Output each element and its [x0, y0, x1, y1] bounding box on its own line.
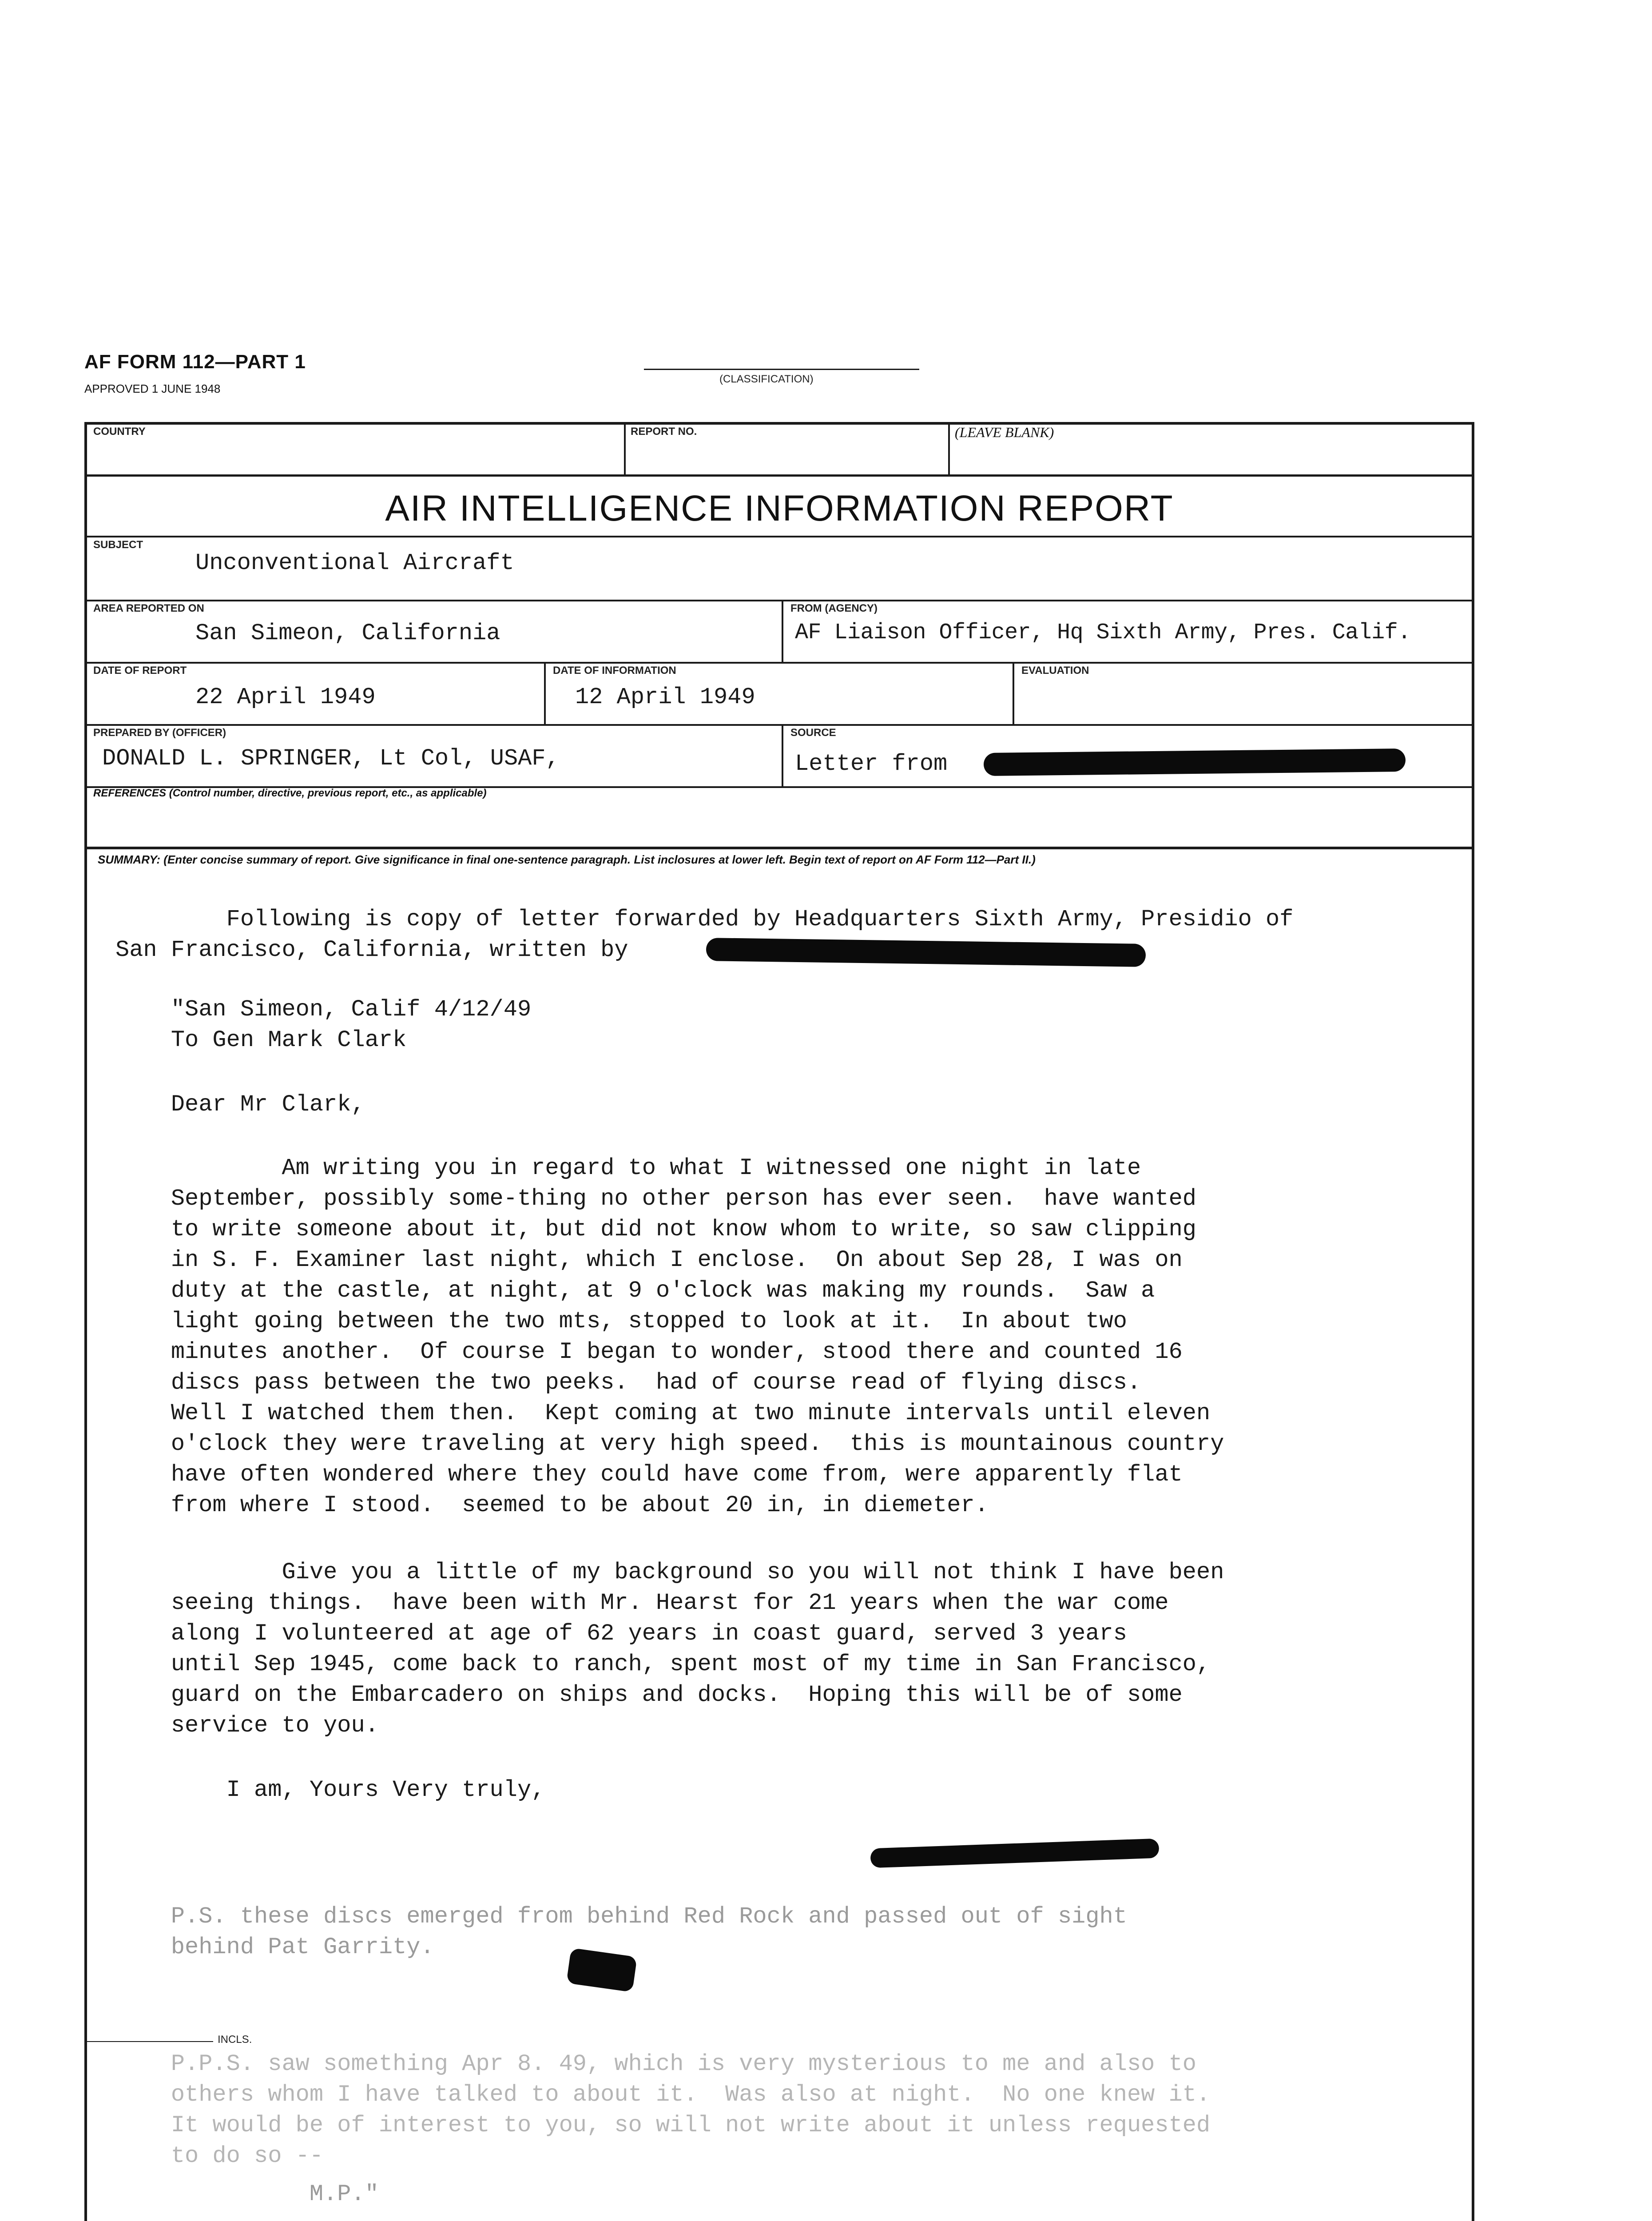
paragraph-line: in S. F. Examiner last night, which I enclose. On about Sep 28, I was on: [115, 1247, 1183, 1273]
paragraph-line: along I volunteered at age of 62 years in coast guard, served 3 years: [115, 1620, 1127, 1647]
from-label-text: FROM (AGENCY): [790, 602, 878, 614]
evaluation-label: EVALUATION: [1021, 665, 1089, 677]
classification-top-line: [644, 369, 919, 370]
paragraph-line: until Sep 1945, come back to ranch, spent most of my time in San Francisco,: [115, 1651, 1211, 1677]
paragraph-line: o'clock they were traveling at very high speed. this is mountainous country: [115, 1431, 1224, 1457]
divider: [948, 422, 950, 475]
paragraph-line: September, possibly some-thing no other person has ever seen. have wanted: [115, 1186, 1196, 1212]
report-title: AIR INTELLIGENCE INFORMATION REPORT: [385, 488, 1174, 529]
paragraph-line: light going between the two mts, stopped to look at it. In about two: [115, 1308, 1127, 1334]
postscript-line: P.P.S. saw something Apr 8. 49, which is very mysterious to me and also to: [115, 2051, 1196, 2077]
classification-top: (CLASSIFICATION): [719, 373, 814, 385]
leave-blank-label: (LEAVE BLANK): [955, 424, 1054, 440]
approved-date: APPROVED 1 JUNE 1948: [84, 382, 221, 395]
paragraph-line: service to you.: [115, 1712, 379, 1739]
date-info-value: 12 April 1949: [575, 684, 755, 710]
references-label: REFERENCES (Control number, directive, previous report, etc., as applicable): [93, 787, 487, 799]
letter-intro-line-1: Following is copy of letter forwarded by Headquarters Sixth Army, Presidio of: [115, 906, 1294, 932]
paragraph-line: seeing things. have been with Mr. Hearst for 21 years when the war come: [115, 1590, 1169, 1616]
summary-label: SUMMARY: (Enter concise summary of report. Give significance in final one-sentence paragraph. List inclosures at lower left. Begin text of report on AF Form 112—Part II.): [98, 853, 1036, 866]
divider: [1013, 662, 1014, 724]
divider: [544, 662, 546, 724]
paragraph-line: Well I watched them then. Kept coming at two minute intervals until eleven: [115, 1400, 1211, 1426]
country-label: COUNTRY: [93, 426, 146, 438]
divider: [624, 422, 626, 475]
subject-value: Unconventional Aircraft: [195, 550, 514, 576]
area-value: San Simeon, California: [195, 620, 500, 646]
paragraph-line: minutes another. Of course I began to wonder, stood there and counted 16: [115, 1339, 1183, 1365]
from-value: AF Liaison Officer, Hq Sixth Army, Pres. Calif.: [795, 620, 1411, 645]
paragraph-line: guard on the Embarcadero on ships and docks. Hoping this will be of some: [115, 1682, 1183, 1708]
postscript-line: others whom I have talked to about it. Was also at night. No one knew it.: [115, 2082, 1211, 2108]
letter-closing: I am, Yours Very truly,: [115, 1777, 545, 1803]
letter-postscript: [115, 1901, 1127, 1962]
divider: [84, 474, 1474, 477]
letter-salutation: Dear Mr Clark,: [115, 1091, 365, 1118]
divider: [782, 724, 783, 786]
letter-paragraph-1: [115, 1153, 1224, 1520]
incls-line: [84, 2041, 213, 2042]
divider: [84, 536, 1474, 537]
letter-heading-line-1: "San Simeon, Calif 4/12/49: [115, 996, 532, 1023]
letter-second-postscript: [115, 2049, 1210, 2171]
incls-label: INCLS.: [218, 2034, 252, 2046]
date-info-label: DATE OF INFORMATION: [553, 665, 676, 677]
divider: [84, 662, 1474, 664]
paragraph-line: discs pass between the two peeks. had of course read of flying discs.: [115, 1369, 1141, 1396]
paragraph-line: Am writing you in regard to what I witnessed one night in late: [115, 1155, 1141, 1181]
letter-paragraph-2: [115, 1557, 1224, 1741]
letter-heading-line-2: To Gen Mark Clark: [115, 1027, 407, 1053]
source-label: SOURCE: [790, 727, 836, 739]
paragraph-line: to write someone about it, but did not know whom to write, so saw clipping: [115, 1216, 1196, 1242]
from-label: [790, 602, 878, 615]
form-id: AF FORM 112—PART 1: [84, 351, 306, 373]
paragraph-line: duty at the castle, at night, at 9 o'clock was making my rounds. Saw a: [115, 1278, 1155, 1304]
postscript-line: P.S. these discs emerged from behind Red Rock and passed out of sight: [115, 1903, 1127, 1930]
postscript-line: to do so --: [115, 2143, 324, 2169]
paragraph-line: from where I stood. seemed to be about 20 in, in diemeter.: [115, 1492, 989, 1518]
date-report-value: 22 April 1949: [195, 684, 376, 710]
letter-signoff: M.P.": [115, 2181, 379, 2207]
subject-label: SUBJECT: [93, 539, 143, 551]
postscript-line: behind Pat Garrity.: [115, 1934, 434, 1960]
postscript-line: It would be of interest to you, so will not write about it unless requested: [115, 2112, 1211, 2138]
redaction-source: [984, 748, 1406, 776]
paragraph-line: have often wondered where they could have come from, were apparently flat: [115, 1461, 1183, 1488]
divider: [84, 600, 1474, 601]
divider: [782, 600, 783, 662]
prepared-value: DONALD L. SPRINGER, Lt Col, USAF,: [102, 745, 560, 772]
source-value: Letter from: [795, 751, 948, 777]
area-label: AREA REPORTED ON: [93, 602, 204, 614]
divider: [84, 724, 1474, 726]
letter-intro-line-2: San Francisco, California, written by: [115, 937, 628, 963]
report-no-label: REPORT NO.: [631, 426, 697, 438]
paragraph-line: Give you a little of my background so you will not think I have been: [115, 1559, 1224, 1585]
prepared-label: PREPARED BY (OFFICER): [93, 727, 226, 739]
date-report-label: DATE OF REPORT: [93, 665, 187, 677]
